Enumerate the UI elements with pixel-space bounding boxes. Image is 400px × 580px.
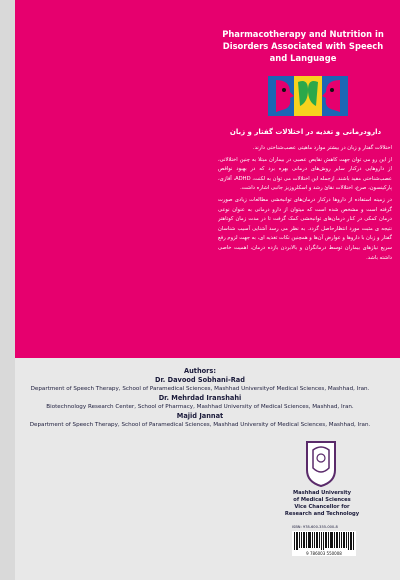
barcode [292,531,356,551]
speech-faces-logo [268,76,348,116]
university-line: Mashhad University [292,490,352,496]
university-name [262,490,382,518]
author-name: Majid Jannat [176,412,224,420]
persian-description [218,144,392,319]
authors-section [0,367,400,430]
university-line: Vice Chancellor for [294,504,350,510]
author-name: Dr. Mehrdad Iranshahi [158,394,242,402]
barcode-number: 9 786003 550008 [292,551,356,556]
author-affiliation: Department of Speech Therapy, School of Paramedical Sciences, Mashhad Universityof Medical Sciences, Mashhad, Iran. [30,386,370,392]
authors-heading: Authors: [184,367,216,375]
isbn-label: ISBN: 978-600-355-000-8 [292,525,338,529]
university-line: Research and Technology [284,511,360,517]
book-title: Pharmacotherapy and Nutrition in Disorders Associated with Speech and Language [222,29,384,63]
persian-title: دارودرمانی و تغذیه در اختلالات گفتار و زبان [229,128,382,136]
persian-paragraph: از این رو می توان جهت کاهش نقایص عصبی در بیماران مبتلا به چنین اختلالاتی، از داروهایی درکنار سایر روش‌های درمانی بهره برد که در بهبود نواقص عصب‌شناختی مفید باشند. ازجمله این اختلالات می توان به لکنت، ADHD، آفازی، پارکینسون، صرع، اختلالات نقائ رشد و اسکلروزیز جانبی اشاره داشت. [218,156,392,192]
persian-paragraph: در زمینه استفاده از داروها درکنار درمان‌های توانبخشی مطالعات زیادی صورت گرفته است و مشخص شده است که میتوان از دارو درمانی به عنوان نوعی درمان کمکی در کنار درمان‌های توانبخشی کمک گرفت تا در مدت زمان کوتاهتر نتیجه ی مثبت مورد انتظارحاصل گردد. به نظر می رسد آشنایی آسیب شناسان گفتار و زبان با داروها و عوارض آن‌ها و همچنین نکات تغذیه ای، به جهت لزوم رفع سریع نیازهای بیماران توسط درمانگران و بالابردن بازده درمان، اهمیت خاصی داشته باشد. [218,196,392,261]
author-affiliation: Biotechnology Research Center, School of Pharmacy, Mashhad University of Medical Sciences, Mashhad, Iran. [46,404,354,410]
author-name: Dr. Davood Sobhani-Rad [155,376,245,384]
author-affiliation: Department of Speech Therapy, School of Paramedical Sciences, Mashhad University of Medical Sciences, Mashhad, Iran. [29,422,371,428]
persian-paragraph: اختلالات گفتار و زبان در بیشتر موارد ماهیتی عصب‌شناختی دارند. [252,145,392,151]
left-margin-band [0,0,15,580]
university-emblem [303,440,339,488]
university-line: of Medical Sciences [293,497,351,503]
